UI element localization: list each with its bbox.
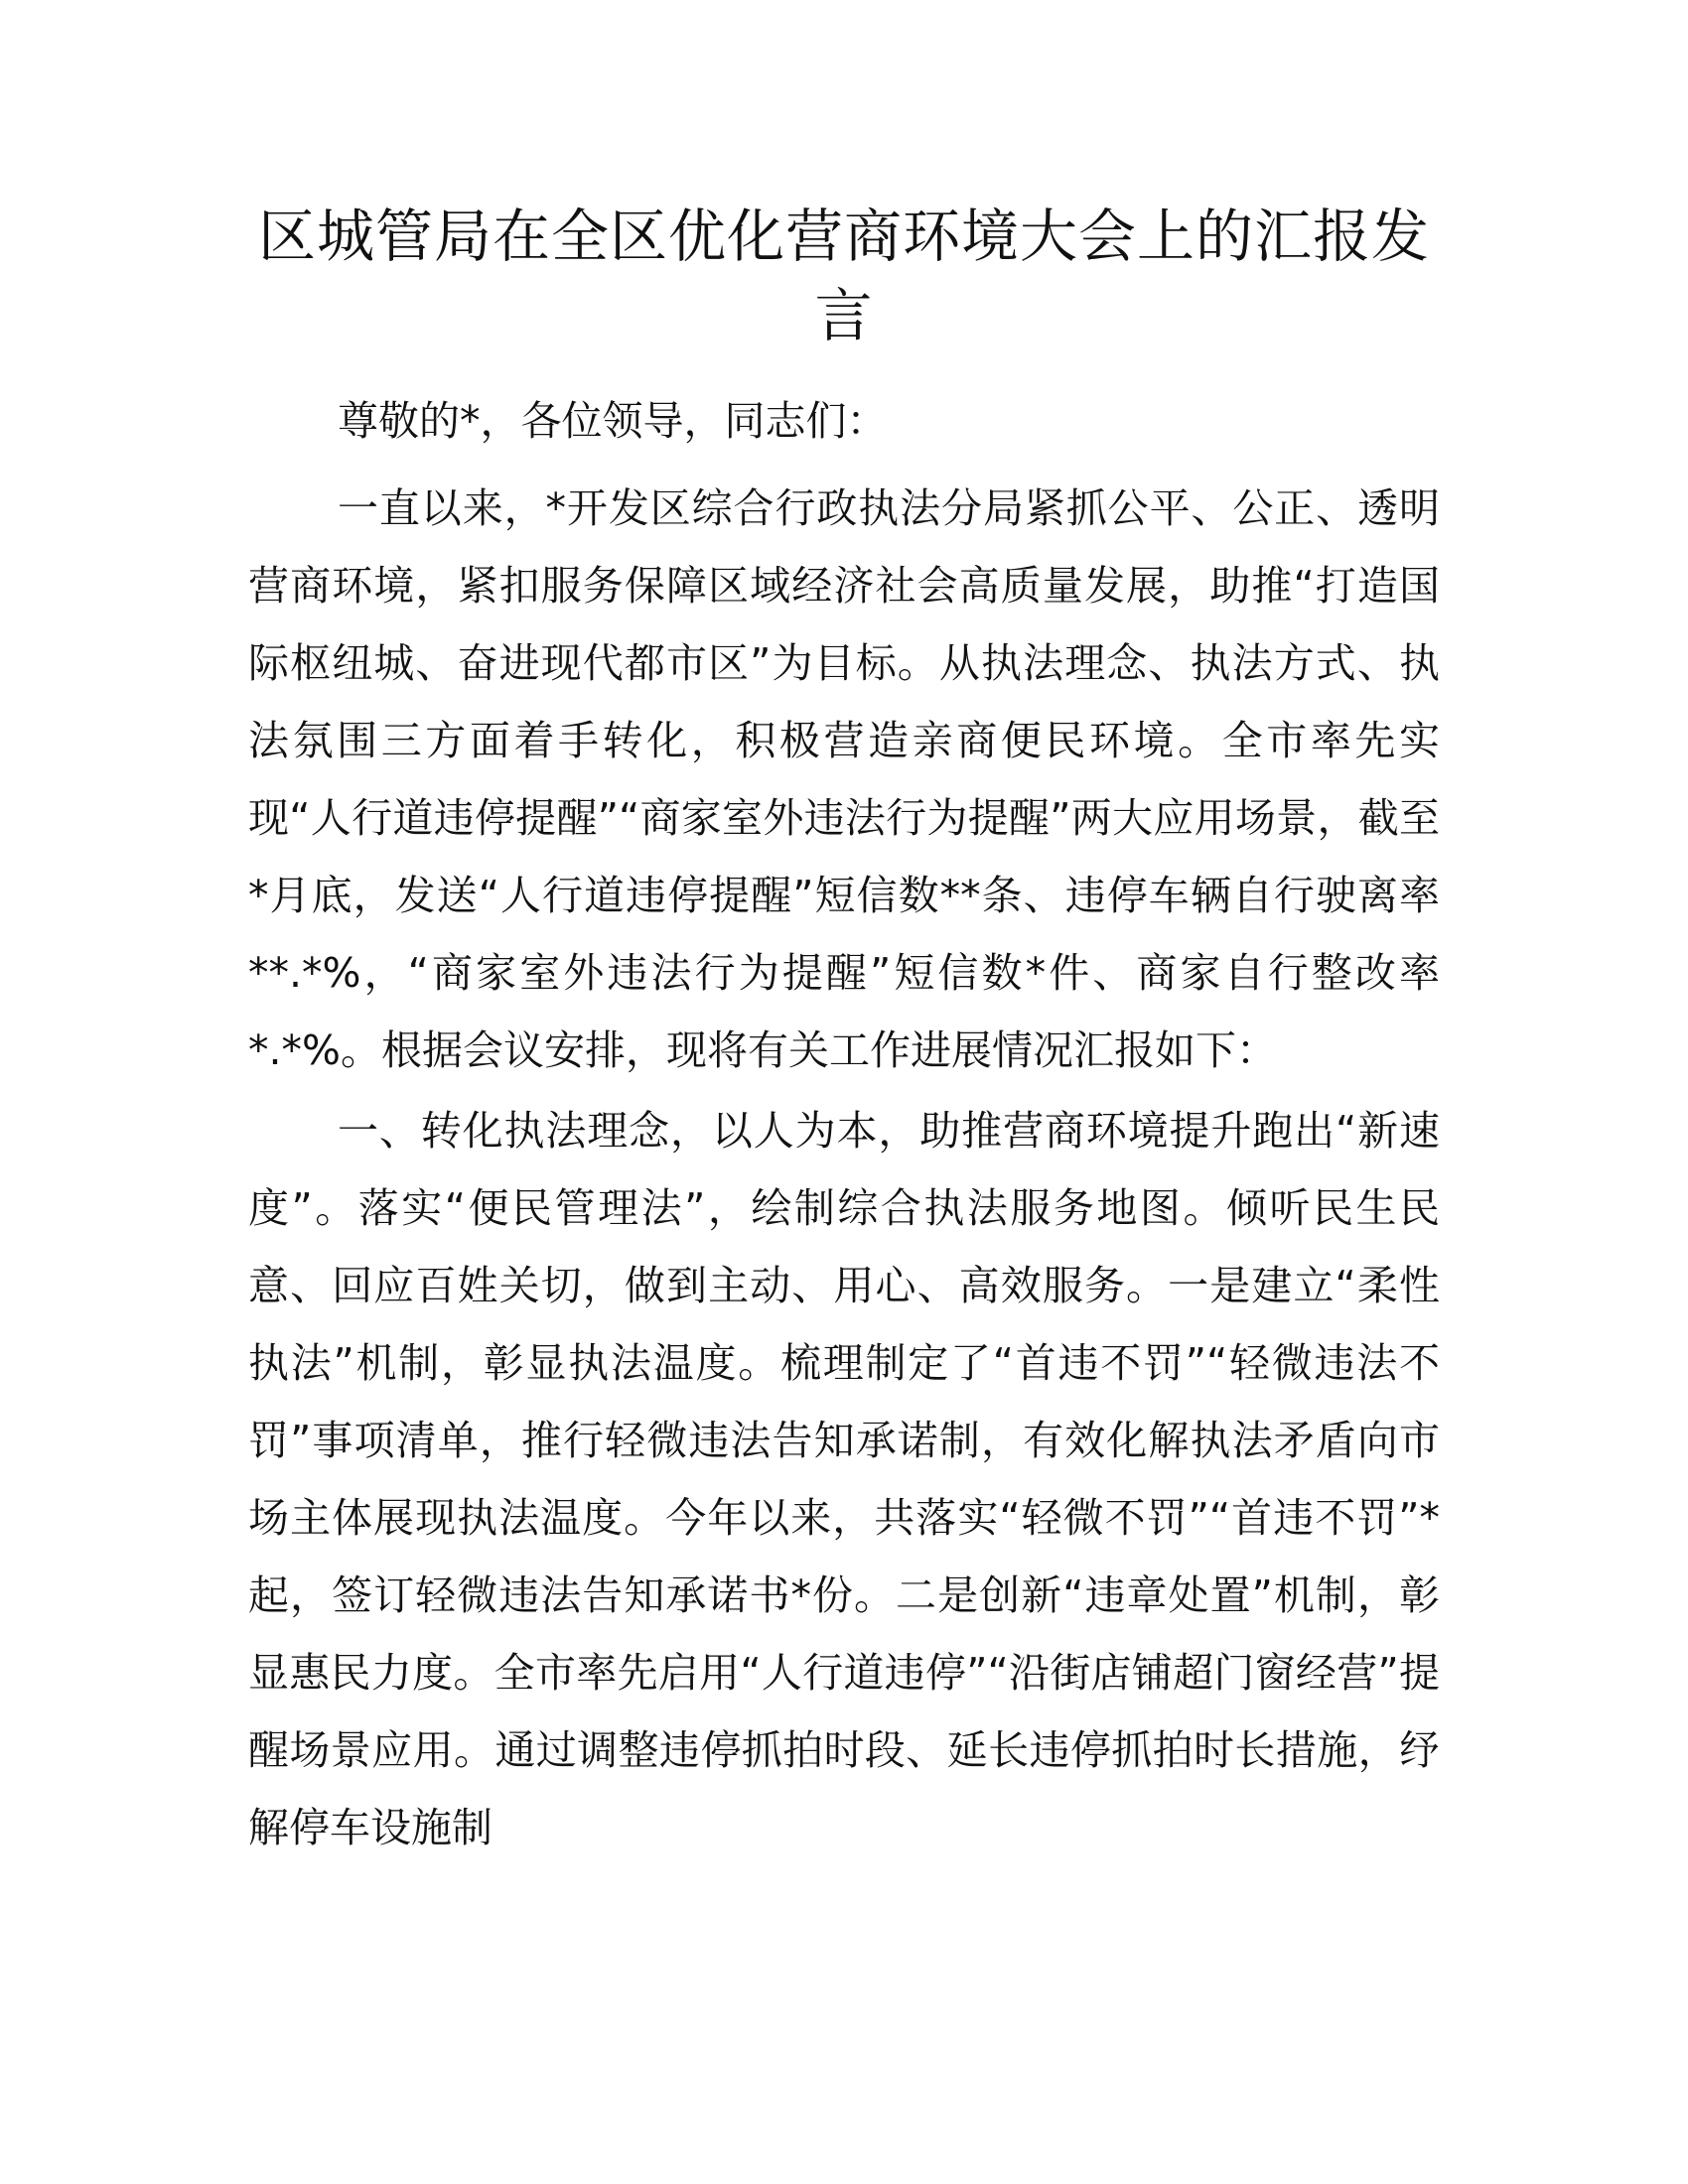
document-title: 区城管局在全区优化营商环境大会上的汇报发言 [257,203,1430,349]
document-body [248,382,1440,1869]
intro-paragraph: 一直以来，*开发区综合行政执法分局紧抓公平、公正、透明营商环境，紧扣服务保障区域经济社会高质量发展，助推“打造国际枢纽城、奋进现代都市区”为目标。从执法理念、执法方式、执法氛围三方面着手转化，积极营造亲商便民环境。全市率先实现“人行道违停提醒”“商家室外违法行为提醒”两大应用场景，截至*月底，发送“人行道违停提醒”短信数**条、违停车辆自行驶离率**.*%，“商家室外违法行为提醒”短信数*件、商家自行整改率*.*%。根据会议安排，现将有关工作进展情况汇报如下： [248,484,1440,1074]
section-one-paragraph: 一、转化执法理念，以人为本，助推营商环境提升跑出“新速度”。落实“便民管理法”，绘制综合执法服务地图。倾听民生民意、回应百姓关切，做到主动、用心、高效服务。一是建立“柔性执法”机制，彰显执法温度。梳理制定了“首违不罚”“轻微违法不罚”事项清单，推行轻微违法告知承诺制，有效化解执法矛盾向市场主体展现执法温度。今年以来，共落实“轻微不罚”“首违不罚”*起，签订轻微违法告知承诺书*份。二是创新“违章处置”机制，彰显惠民力度。全市率先启用“人行道违停”“沿街店铺超门窗经营”提醒场景应用。通过调整违停抓拍时段、延长违停抓拍时长措施，纾解停车设施制 [248,1107,1440,1851]
salutation-paragraph: 尊敬的*，各位领导，同志们： [338,397,888,445]
